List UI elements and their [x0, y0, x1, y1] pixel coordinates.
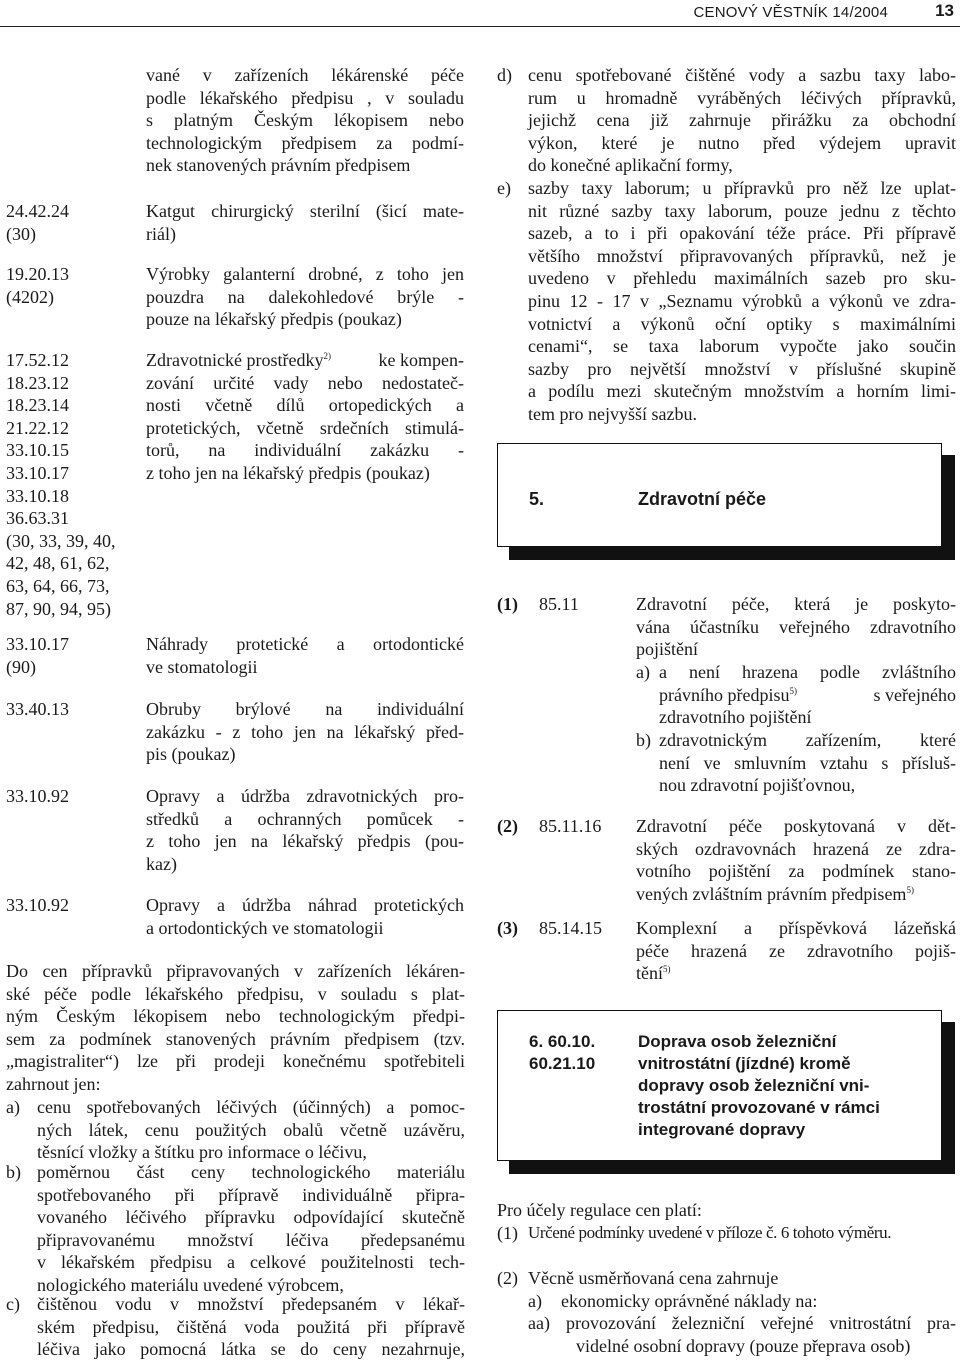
list-item: cenu spotřebovaných léčivých (účinných) a pomoc- ných látek, cenu použitých obalů včetně uzávěru, těsnící vložky a štítku pro informace o léčivu, — [37, 1097, 465, 1163]
entry-codes: 33.10.17 (90) — [6, 634, 69, 677]
header-rule — [0, 26, 960, 27]
care-subitem: zdravotnickým zařízením, které není ve smluvním vztahu s přísluš- nou zdravotní pojišťovnou, — [659, 730, 956, 796]
list-marker: a) — [528, 1291, 542, 1311]
list-marker: b) — [636, 730, 651, 750]
regulation-intro: Pro účely regulace cen platí: — [497, 1200, 702, 1220]
entry-codes: 33.40.13 — [6, 699, 69, 719]
list-item: poměrnou část ceny technologického materiálu spotřebovaného při přípravě individuálně připra- vovaného léčivého přípravku odpovídající skutečně připravovanému množství léčiva předepsanému v lékařském předpisu a celkové použitelnosti tech- nologického materiálu uvedené výrobcem, — [37, 1162, 465, 1295]
magistraliter-paragraph: Do cen přípravků připravovaných v zařízeních lékáren- ské péče podle lékařského předpisu, v souladu s plat- ným Českým lékopisem nebo technologickým předpi- sem za podmínek stanovených právním předpisem (tzv. „magistraliter“) lze při prodeji konečnému spotřebiteli zahrnout jen: — [6, 961, 465, 1094]
page-number: 13 — [935, 1, 954, 20]
list-item: sazby taxy laborum; u přípravků pro něž lze uplat- nit různé sazby taxy laborum, pouze jednu z těchto sazeb, a to i při opakování téže práce. Při přípravě většího množství připravovaných přípravků, než je uvedeno v přehledu maximálních sazeb pro sku- pinu 12 - 17 v „Seznamu výrobků a výkonů ve zdra- votnictví a výkonů oční optiky s maximálními cenami“, se taxa laborum vypočte jako součin sazby pro největší množství v příslušné skupině a podílu mezi skutečným množstvím a horním limi- tem pro nejvyšší sazbu. — [528, 178, 956, 424]
care-item-code: 85.11.16 — [539, 816, 602, 836]
list-marker: b) — [6, 1162, 21, 1182]
care-item-number: (2) — [497, 816, 518, 836]
entry-codes: 19.20.13 (4202) — [6, 264, 69, 307]
list-marker: aa) — [528, 1313, 550, 1333]
entry-codes: 17.52.12 18.23.12 18.23.14 21.22.12 33.10.15 33.10.17 33.10.18 36.63.31 (30, 33, 39, 40, 42, 48, 61, 62, 63, 64, 66, 73, 87, 90, 94, 95) — [6, 350, 116, 619]
list-marker: e) — [497, 178, 511, 198]
care-item-text: Komplexní a příspěvková lázeňská péče hrazená ze zdravotního pojiš- tění$^{5)}$ — [636, 918, 956, 984]
box-frame — [497, 1010, 942, 1161]
entry-text: Náhrady protetické a ortodontické ve stomatologii — [146, 634, 464, 677]
entry-text: Opravy a údržba náhrad protetických a ortodontických ve stomatologii — [146, 895, 464, 938]
journal-title: CENOVÝ VĚSTNÍK 14/2004 — [693, 4, 888, 21]
list-marker: d) — [497, 65, 512, 85]
regulation-item: Věcně usměrňovaná cena zahrnuje — [528, 1268, 779, 1288]
care-item-text: Zdravotní péče, která je poskyto- vána účastníku veřejného zdravotního pojištění — [636, 594, 956, 660]
care-item-number: (3) — [497, 918, 518, 938]
care-subitem: a není hrazena podle zvláštního právního předpisu$^{5)}$ s veřejného zdravotního pojištění — [659, 662, 956, 728]
list-item: cenu spotřebované čištěné vody a sazbu taxy labo- rum u hromadně vyráběných léčivých přípravků, jejichž cena již zahrnuje přirážku za obchodní výkon, které je nutno před výdejem upravit do konečné aplikační formy, — [528, 65, 956, 176]
box-frame — [497, 443, 942, 547]
entry-text: Výrobky galanterní drobné, z toho jen pouzdra na dalekohledové brýle - pouze na lékařský předpis (poukaz) — [146, 264, 464, 330]
entry-text: Katgut chirurgický sterilní (šicí mate- riál) — [146, 201, 464, 244]
list-marker: (1) — [497, 1223, 518, 1243]
care-item-code: 85.14.15 — [539, 918, 602, 938]
list-marker: a) — [636, 662, 650, 682]
care-item-text: Zdravotní péče poskytovaná v dět- ských ozdravovnách hrazená ze zdra- votního pojištění za podmínek stano- vených zvláštním právním předpisem$^{5)}$ — [636, 816, 956, 904]
entry-codes: 33.10.92 — [6, 895, 69, 915]
section-number: 5. — [529, 489, 545, 509]
entry-text: Opravy a údržba zdravotnických pro- středků a ochranných pomůcek - z toho jen na lékařský předpis (pou- kaz) — [146, 786, 464, 874]
regulation-subitem: provozování železniční veřejné vnitrostátní pra- videlné osobní dopravy (pouze přeprava osob) — [566, 1313, 956, 1356]
regulation-subitem: ekonomicky oprávněné náklady na: — [561, 1291, 818, 1311]
list-marker: c) — [6, 1294, 20, 1314]
care-item-code: 85.11 — [539, 594, 579, 614]
list-marker: a) — [6, 1097, 20, 1117]
section-title: Doprava osob železniční vnitrostátní (jízdné) kromě dopravy osob železniční vni- trostátní provozované v rámci integrované dopravy — [638, 1032, 880, 1139]
section-5-box — [497, 443, 956, 561]
entry-codes: 33.10.92 — [6, 786, 69, 806]
list-item: čištěnou vodu v množství předepsaném v lékař- ském předpisu, čištěná voda použitá při přípravě léčiva jako pomocná látka se do ceny nezahrnuje, — [37, 1294, 465, 1360]
regulation-item: Určené podmínky uvedené v příloze č. 6 tohoto výměru. — [528, 1223, 892, 1242]
section-codes: 6. 60.10. 60.21.10 — [529, 1032, 596, 1073]
section-6-box — [497, 1010, 956, 1174]
page-header — [0, 0, 960, 24]
section-title: Zdravotní péče — [638, 489, 767, 509]
list-marker: (2) — [497, 1268, 518, 1288]
entry-text: Obruby brýlové na individuální zakázku - z toho jen na lékařský před- pis (poukaz) — [146, 699, 464, 765]
entry-text: Zdravotnické prostředky$^{2)}$ ke kompen- zování určité vady nebo nedostateč- nosti včetně dílů ortopedických a protetických, včetně srdečních stimulá- torů, na individuální zakázku - z toho jen na lékařský předpis (poukaz) — [146, 350, 464, 483]
continuation-text: vané v zařízeních lékárenské péče podle lékařského předpisu , v souladu s platným Českým lékopisem nebo technologickým předpisem za podmí- nek stanovených právním předpisem — [146, 65, 464, 176]
care-item-number: (1) — [497, 594, 518, 614]
entry-codes: 24.42.24 (30) — [6, 201, 69, 244]
